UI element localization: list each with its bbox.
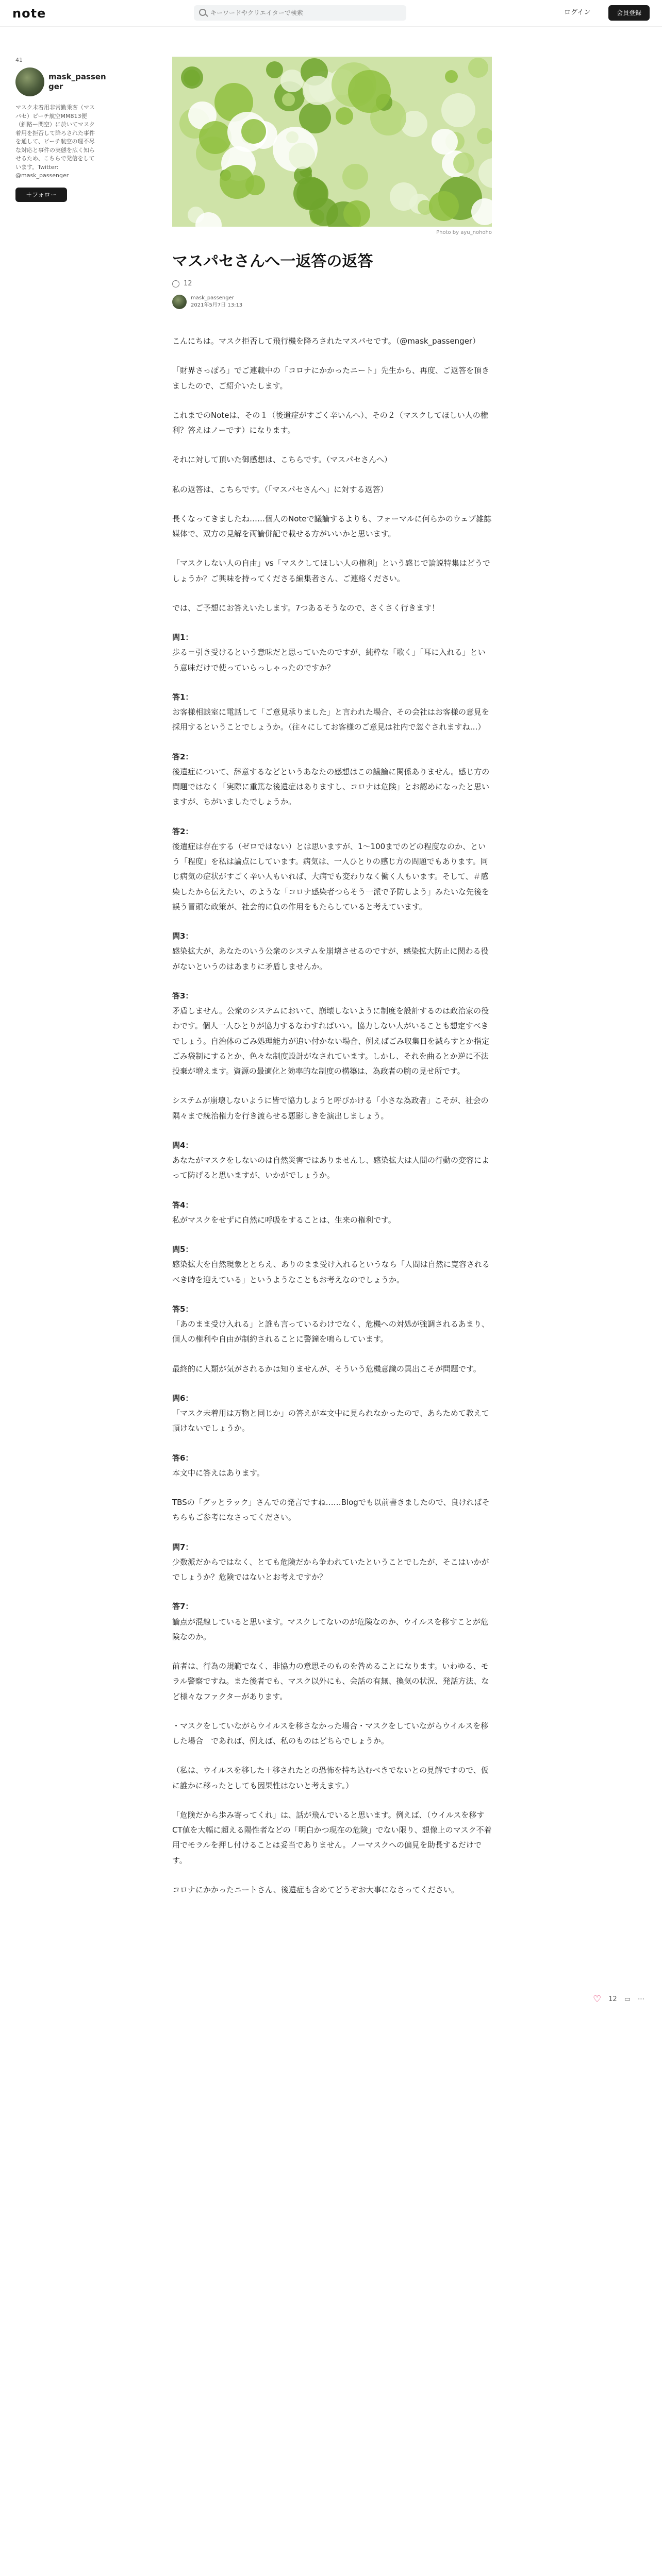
- login-link[interactable]: ログイン: [564, 9, 591, 16]
- article-body: [172, 334, 492, 1897]
- qa-label: 答5：: [172, 1304, 193, 1314]
- hero-blob: [429, 191, 459, 221]
- hero-blob: [280, 70, 304, 93]
- qa-block: [172, 1659, 492, 1704]
- heart-icon[interactable]: ♡: [593, 1994, 602, 2005]
- qa-block: [172, 929, 492, 974]
- qa-block: [172, 690, 492, 735]
- hero-blob: [441, 93, 475, 127]
- qa-text: お客様相談室に電話して「ご意見承りました」と言われた場合、その会社はお客様の意見を採用するということでしょうか。（往々にしてお客様のご意見は社内で忽ぐされますね…）: [172, 707, 490, 732]
- hero-blob: [266, 61, 283, 78]
- qa-block: [172, 1599, 492, 1645]
- hero-blob: [199, 121, 232, 154]
- qa-text: 論点が混線していると思います。マスクしてないのが危険なのか、ウイルスを移すことが危険なのか。: [172, 1617, 488, 1641]
- qa-text: 私がマスクをせずに自然に呼吸をすることは、生来の権利です。: [172, 1215, 396, 1225]
- article-paragraph: これまでのNoteは、その１（後遺症がすごく辛いんへ）、その２（マスクしてほしい人の権利？答えはノーです）になります。: [172, 410, 488, 435]
- qa-text: 「あのまま受け入れる」と誰も言っているわけでなく、危機への対処が強調されるあまり、個人の権利や自由が制約されることに警鐘を鳴らしています。: [172, 1319, 489, 1344]
- floating-actions: [593, 1994, 644, 2005]
- article-paragraph: 「マスクしない人の自由」vs「マスクしてほしい人の権利」という感じで論説特集はどうでしょうか？ご興味を持ってくださる編集者さん、ご連絡ください。: [172, 558, 490, 583]
- qa-text: 感染拡大を自然現象ととらえ、ありのまま受け入れるというなら「人間は自然に寛容されるべき時を迎えている」というようなこともお考えなのでしょうか。: [172, 1260, 490, 1284]
- article-paragraph: 私の返答は、こちらです。（「マスパセさんへ」に対する返答）: [172, 484, 388, 494]
- hero-blob: [336, 107, 353, 125]
- follow-button[interactable]: ＋フォロー: [15, 188, 67, 202]
- float-like-count: 12: [608, 1995, 617, 2003]
- hero-blob: [453, 152, 474, 174]
- qa-text: ・マスクをしていながらウイルスを移さなかった場合・マスクをしていながらウイルスを移した場合 であれば、例えば、私のものはどちらでしょうか。: [172, 1721, 489, 1745]
- qa-text: 感染拡大が、あなたのいう公衆のシステムを崩壊させるのですが、感染拡大防止に関わる役がないというのはあまりに矛盾しませんか。: [172, 946, 489, 971]
- qa-block: [172, 1391, 492, 1436]
- qa-block: [172, 1540, 492, 1585]
- article-paragraph: それに対して頂いた御感想は、こちらです。（マスパセさんへ）: [172, 455, 392, 465]
- article-main: [172, 57, 492, 1912]
- hero-blob: [303, 76, 332, 105]
- qa-label: 答2：: [172, 826, 193, 836]
- qa-block: [172, 1808, 492, 1868]
- qa-block: [172, 1198, 492, 1228]
- like-count: 12: [184, 280, 192, 287]
- hero-blob: [220, 165, 254, 199]
- heart-icon: [172, 280, 179, 287]
- hero-blob: [343, 200, 370, 227]
- search-icon: [199, 9, 206, 16]
- article-title: マスパセさんへ一返答の返答: [172, 252, 373, 270]
- note-logo[interactable]: note: [12, 6, 46, 21]
- qa-label: 答2：: [172, 752, 193, 761]
- byline[interactable]: [172, 295, 492, 309]
- qa-text: システムが崩壊しないように皆で協力しようと呼びかける「小さな為政者」こそが、社会の隅々まで統治権力を行き渡らせる悪影しきを演出しましょう。: [172, 1096, 489, 1121]
- hero-blob: [342, 164, 368, 189]
- hero-blob: [468, 58, 488, 78]
- author-sidebar: [15, 57, 119, 202]
- more-icon[interactable]: ⋯: [637, 1995, 644, 2003]
- hero-blob: [471, 198, 492, 225]
- qa-label: 答6：: [172, 1453, 193, 1463]
- byline-author[interactable]: mask_passenger: [191, 295, 234, 301]
- hero-blob: [289, 143, 315, 169]
- signup-button[interactable]: 会員登録: [608, 5, 650, 21]
- qa-text: 本文中に答えはあります。: [172, 1468, 264, 1478]
- qa-text: 「危険だから歩み寄ってくれ」は、話が飛んでいると思います。例えば、（ウイルスを移すCT値を大幅に超える陽性者などの「明白かつ現在の危険」でない限り、想像上のマスク不着用でモラルを押し付けることは妥当でありません。ノーマスクへの偏見を助長するだけです。: [172, 1810, 492, 1865]
- qa-text: 矛盾しません。公衆のシステムにおいて、崩壊しないように制度を設計するのは政治家の役わです。個人一人ひとりが協力するなわすればいい。協力しない人がいることも想定すべきでしょう。自治体のごみ処理能力が追い付かない場合、例えばごみ収集日を減らすとか指定ごみ袋制にするとか、色々な制度設計がなされています。しかし、それを曲るとか逆に不法投棄が増えます。資源の最適化と効率的な制度の構築は、為政者の腕の見せ所です。: [172, 1006, 490, 1076]
- qa-text: あなたがマスクをしないのは自然災害ではありませんし、感染拡大は人間の行動の変容によって防げると思いますが、いかがでしょうか。: [172, 1156, 490, 1180]
- sidebar-author[interactable]: [15, 67, 119, 96]
- qa-block: [172, 1883, 492, 1897]
- hero-blob: [477, 128, 492, 144]
- qa-text: 歩る＝引き受けるという意味だと思っていたのですが、純粋な「歌く」「耳に入れる」という意味だけで使っていらっしゃったのですか？: [172, 648, 486, 672]
- article-paragraph: 「財界さっぽろ」でご連載中の「コロナにかかったニート」先生から、再度、ご返答を頂きましたので、ご紹介いたします。: [172, 366, 490, 391]
- avatar[interactable]: [172, 295, 187, 309]
- qa-text: 後遺症について、辞意するなどというあなたの感想はこの議論に関係ありません。感じ方の問題ではなく「実際に重篤な後遺症はありますし、コロナは危険」とお認めになったと思いますが、ちがいましたでしょうか。: [172, 767, 490, 807]
- qa-label: 答7：: [172, 1602, 193, 1612]
- qa-block: [172, 1495, 492, 1526]
- qa-text: 少数派だからではなく、とても危険だから争われていたということでしたが、そこはいかがでしょうか？危険ではないとお考えですか？: [172, 1557, 489, 1582]
- qa-block: [172, 1362, 492, 1377]
- comment-icon[interactable]: ▭: [624, 1995, 631, 2003]
- qa-label: 問1：: [172, 633, 193, 642]
- qa-text: TBSの「グッとラック」さんでの発言ですね……Blogでも以前書きましたので、良ければそちらもご参考になさってください。: [172, 1498, 490, 1522]
- hero-blob: [348, 70, 391, 113]
- byline-date: 2021年5月7日 13:13: [191, 302, 243, 308]
- qa-text: （私は、ウイルスを移した＋移されたとの恐怖を持ち込むべきでないとの見解ですので、仮に誰かに移ったとしても因果性はないと考えます。）: [172, 1766, 489, 1790]
- site-header: [0, 0, 662, 27]
- author-bio: マスク未着用非常勤乗客（マスパセ）ピーチ航空MM813便（釧路ー関空）に於いてマスク着用を拒否して降ろされた事件を通して、ピーチ航空の理不尽な対応と事件の実態を広く知らせるため、こちらで発信をしています。Twitter: @mask_passenger: [15, 104, 95, 179]
- qa-block: [172, 989, 492, 1079]
- article-paragraph: こんにちは。マスク拒否して飛行機を降ろされたマスパセです。（@mask_passenger）: [172, 336, 481, 346]
- qa-text: 後遺症は存在する（ゼロではない）とは思いますが、1〜100までのどの程度なのか、という「程度」を私は論点にしています。病気は、一人ひとりの感じ方の問題でもあります。同じ病気の症状がすごく辛い人もいれば、大病でも変わりなく働く人もいます。そして、＃感染したから伝えたい、のような「コロナ感染者つらそう一派で予防しよう」みたいな先後を誤う冒頭な政策が、社会的に負の作用をもたらしていると考えています。: [172, 841, 490, 911]
- like-count-row[interactable]: [172, 280, 492, 287]
- qa-block: [172, 1451, 492, 1481]
- qa-label: 答4：: [172, 1200, 193, 1210]
- sidebar-count: 41: [15, 57, 23, 63]
- hero-blob: [181, 66, 203, 89]
- qa-block: [172, 750, 492, 810]
- qa-label: 問7：: [172, 1542, 193, 1552]
- qa-text: 最終的に人類が気がされるかは知りませんが、そういう危機意識の異出こそが問題です。: [172, 1364, 481, 1374]
- avatar[interactable]: [15, 67, 44, 96]
- qa-block: [172, 1138, 492, 1183]
- photo-credit[interactable]: Photo by ayu_nohoho: [436, 230, 492, 235]
- qa-block: [172, 824, 492, 915]
- qa-block: [172, 1719, 492, 1749]
- qa-label: 答3：: [172, 991, 193, 1001]
- qa-block: [172, 1093, 492, 1124]
- qa-block: [172, 1242, 492, 1287]
- follow-label: フォロー: [32, 191, 57, 198]
- qa-block: [172, 1763, 492, 1793]
- article-paragraph: では、ご予想にお答えいたします。7つあるそうなので、さくさく行きます！: [172, 603, 440, 613]
- qa-text: 「マスク未着用は万物と同じか」の答えが本文中に見られなかったので、あらためて教えて頂けないでしょうか。: [172, 1409, 489, 1433]
- qa-label: 問4：: [172, 1140, 193, 1150]
- hero-blob: [445, 70, 458, 83]
- author-name[interactable]: mask_passenger: [48, 72, 106, 91]
- hero-blob: [282, 93, 294, 106]
- qa-label: 問5：: [172, 1245, 193, 1254]
- qa-label: 問3：: [172, 931, 193, 941]
- search-box[interactable]: [194, 5, 406, 21]
- qa-block: [172, 630, 492, 675]
- qa-label: 答1：: [172, 692, 193, 702]
- hero-image: [172, 57, 492, 227]
- hero-blob: [309, 198, 338, 226]
- qa-label: 問6：: [172, 1393, 193, 1403]
- search-input[interactable]: [210, 8, 396, 18]
- hero-blob: [478, 158, 492, 188]
- article-paragraph: 長くなってきましたね……個人のNoteで議論するよりも、フォーマルに何らかのウェブ雑誌媒体で、双方の見解を両論併記で載せる方がいいかと思います。: [172, 514, 492, 538]
- qa-text: 前者は、行為の規範でなく、非協力の意思そのものを咎めることになります。いわゆる、モラル警察ですね。また後者でも、マスク以外にも、会話の有無、換気の状況、発話方法、など様々なファクターがあります。: [172, 1662, 489, 1701]
- hero-blob: [390, 182, 418, 211]
- qa-block: [172, 1302, 492, 1347]
- qa-text: コロナにかかったニートさん、後遺症も含めてどうぞお大事になさってください。: [172, 1885, 459, 1894]
